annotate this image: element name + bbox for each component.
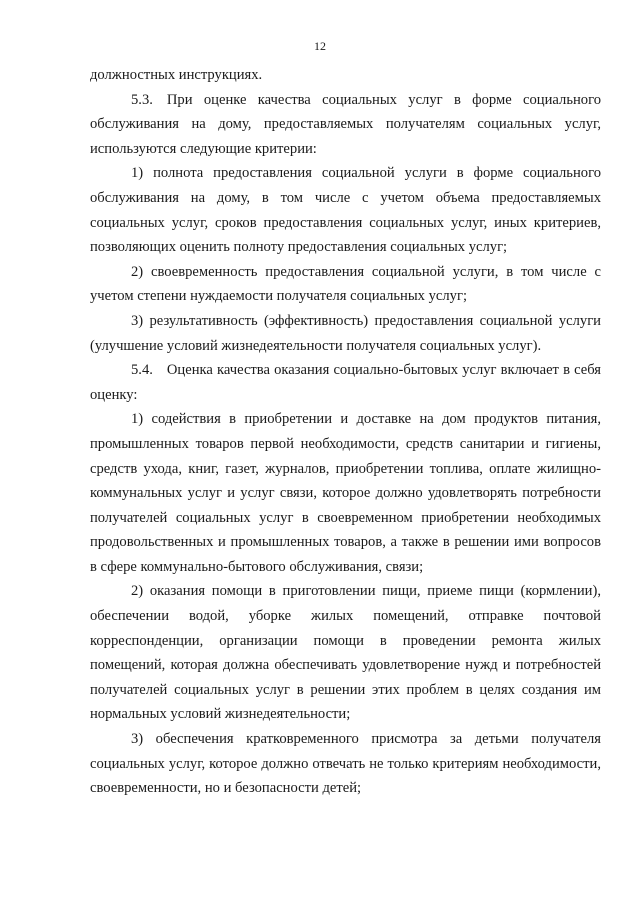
document-body	[90, 63, 601, 801]
paragraph-5-3-item-1: 1) полнота предоставления социальной услуги в форме социального обслуживания на дому, в том числе с учетом объема предоставляемых социальных услуг, сроков предоставления социальных услуг, иных критериев, позволяющих оценить полноту предоставления социальных услуг;	[90, 165, 601, 256]
paragraph-continuation: должностных инструкциях.	[90, 67, 263, 83]
paragraph-5-4-item-2: 2) оказания помощи в приготовлении пищи, приеме пищи (кормлении), обеспечении водой, уборке жилых помещений, отправке почтовой корреспонденции, организации помощи в проведении ремонта жилых помещений, которая должна обеспечивать удовлетворение нужд и потребностей получателей социальных услуг в решении этих проблем в целях создания им нормальных условий жизнедеятельности;	[90, 583, 601, 723]
page-number: 12	[314, 39, 326, 53]
paragraph-number: 5.4.	[131, 362, 153, 379]
paragraph-5-3-item-2: 2) своевременность предоставления социальной услуги, в том числе с учетом степени нуждаемости получателя социальных услуг;	[90, 263, 601, 305]
paragraph-5-4: 5.4. Оценка качества оказания социально-бытовых услуг включает в себя оценку:	[90, 358, 601, 407]
paragraph-5-3: 5.3. При оценке качества социальных услуг в форме социального обслуживания на дому, предоставляемых получателям социальных услуг, используются следующие критерии:	[90, 88, 601, 162]
paragraph-5-3-item-3: 3) результативность (эффективность) предоставления социальной услуги (улучшение условий жизнедеятельности получателя социальных услуг).	[90, 312, 601, 354]
paragraph-5-4-item-3: 3) обеспечения кратковременного присмотра за детьми получателя социальных услуг, которое должно отвечать не только критериям необходимости, своевременности, но и безопасности детей;	[90, 731, 601, 797]
paragraph-number: 5.3.	[131, 91, 153, 108]
paragraph-5-4-item-1: 1) содействия в приобретении и доставке на дом продуктов питания, промышленных товаров первой необходимости, средств санитарии и гигиены, средств ухода, книг, газет, журналов, приобретении топлива, оплате жилищно-коммунальных услуг и услуг связи, которое должно удовлетворять потребности получателей социальных услуг в своевременном приобретении необходимых продовольственных и промышленных товаров, а также в решении ими вопросов в сфере коммунально-бытового обслуживания, связи;	[90, 411, 601, 575]
